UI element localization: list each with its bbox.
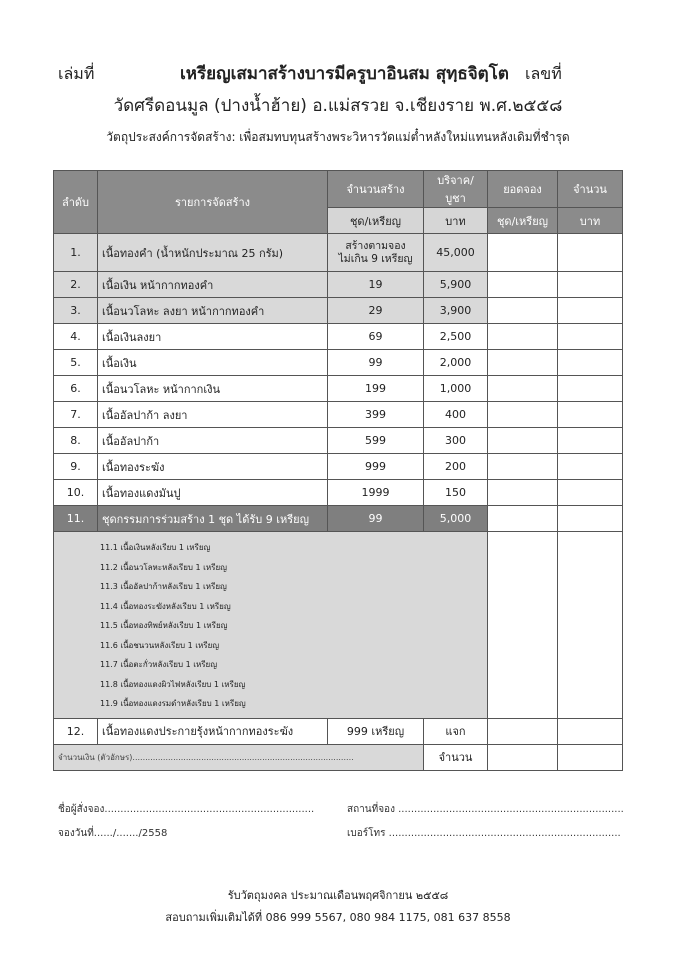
amount-cell[interactable] [558, 272, 623, 298]
row-qty: 29 [328, 298, 424, 324]
row-item: เนื้อทองระฆัง [98, 454, 328, 480]
header-booking-unit: ชุด/เหรียญ [488, 208, 558, 234]
row-qty: 19 [328, 272, 424, 298]
table-row [54, 454, 623, 480]
header-qty: จำนวนสร้าง [328, 171, 424, 208]
subitem: 11.9 เนื้อทองแดงรมดำหลังเรียบ 1 เหรียญ [100, 699, 246, 708]
table-row [54, 376, 623, 402]
row-qty: 999 [328, 454, 424, 480]
booking-cell[interactable] [488, 718, 558, 744]
footer-receive-date: รับวัตถุมงคล ประมาณเดือนพฤศจิกายน ๒๕๕๘ [227, 889, 449, 902]
row-no: 3. [54, 298, 98, 324]
booking-cell[interactable] [488, 298, 558, 324]
booking-cell[interactable] [488, 428, 558, 454]
booking-cell[interactable] [488, 234, 558, 272]
row-item: เนื้อนวโลหะ ลงยา หน้ากากทองคำ [98, 298, 328, 324]
row-qty-line2: ไม่เกิน 9 เหรียญ [338, 252, 413, 265]
row-item: เนื้อทองแดงมันปู [98, 480, 328, 506]
row-price: 2,500 [424, 324, 488, 350]
row-no: 9. [54, 454, 98, 480]
subitem: 11.1 เนื้อเงินหลังเรียบ 1 เหรียญ [100, 543, 211, 552]
row-price: 400 [424, 402, 488, 428]
row-no: 11. [54, 506, 98, 532]
place-field[interactable]: สถานที่จอง ....................................................................... [347, 804, 624, 815]
row-price: 1,000 [424, 376, 488, 402]
row-price: 300 [424, 428, 488, 454]
row-item: เนื้อนวโลหะ หน้ากากเงิน [98, 376, 328, 402]
subitem: 11.7 เนื้อตะกั่วหลังเรียบ 1 เหรียญ [100, 660, 218, 669]
date-field[interactable]: จองวันที่....../......./2558 [58, 828, 168, 839]
table-row [54, 324, 623, 350]
row-no: 8. [54, 428, 98, 454]
table-row [54, 350, 623, 376]
subitem: 11.4 เนื้อทองระฆังหลังเรียบ 1 เหรียญ [100, 601, 231, 611]
booking-cell[interactable] [488, 454, 558, 480]
book-label: เล่มที่ [58, 64, 95, 83]
amount-cell[interactable] [558, 718, 623, 744]
total-booking-cell[interactable] [488, 744, 558, 770]
orderer-field[interactable]: ชื่อผู้สั่งจอง.................................................................. [58, 804, 315, 815]
header-qty-unit: ชุด/เหรียญ [328, 208, 424, 234]
total-text-field[interactable]: จำนวนเงิน (ตัวอักษร)....................................................................................... [54, 744, 424, 770]
amount-cell[interactable] [558, 298, 623, 324]
order-table [53, 170, 623, 771]
row-qty: 99 [328, 506, 424, 532]
header-row-1 [54, 171, 623, 208]
row-qty: 1999 [328, 480, 424, 506]
row-price: 150 [424, 480, 488, 506]
row-item: เนื้อทองคำ (น้ำหนักประมาณ 25 กรัม) [98, 234, 328, 272]
amount-cell[interactable] [558, 402, 623, 428]
row-item: เนื้ออัลปาก้า ลงยา [98, 402, 328, 428]
row-item: เนื้อเงิน หน้ากากทองคำ [98, 272, 328, 298]
table-row [54, 428, 623, 454]
booking-cell [488, 532, 558, 719]
table-row [54, 272, 623, 298]
row-no: 2. [54, 272, 98, 298]
header-item: รายการจัดสร้าง [98, 171, 328, 234]
header-amount-unit: บาท [558, 208, 623, 234]
row-price: แจก [424, 718, 488, 744]
row-no: 1. [54, 234, 98, 272]
booking-cell[interactable] [488, 272, 558, 298]
table-row [54, 718, 623, 744]
row-item: เนื้อเงินลงยา [98, 324, 328, 350]
header-donation-unit: บาท [424, 208, 488, 234]
table-row [54, 298, 623, 324]
row-item: เนื้อทองแดงประกายรุ้งหน้ากากทองระฆัง [98, 718, 328, 744]
row-qty: 199 [328, 376, 424, 402]
table-row [54, 480, 623, 506]
booking-cell[interactable] [488, 506, 558, 532]
booking-cell[interactable] [488, 402, 558, 428]
table-row [54, 234, 623, 272]
amount-cell[interactable] [558, 480, 623, 506]
row-qty: 69 [328, 324, 424, 350]
row-no: 7. [54, 402, 98, 428]
row-price: 3,900 [424, 298, 488, 324]
row-price: 5,000 [424, 506, 488, 532]
row-price: 5,900 [424, 272, 488, 298]
header-no: ลำดับ [54, 171, 98, 234]
amount-cell[interactable] [558, 454, 623, 480]
amount-cell [558, 532, 623, 719]
amount-cell[interactable] [558, 324, 623, 350]
subitem: 11.2 เนื้อนวโลหะหลังเรียบ 1 เหรียญ [100, 562, 227, 572]
amount-cell[interactable] [558, 234, 623, 272]
row-price: 200 [424, 454, 488, 480]
amount-cell[interactable] [558, 376, 623, 402]
phone-field[interactable]: เบอร์โทร ......................................................................... [347, 828, 621, 839]
row-qty: 599 [328, 428, 424, 454]
row-no: 12. [54, 718, 98, 744]
subitem: 11.3 เนื้ออัลปาก้าหลังเรียบ 1 เหรียญ [100, 582, 227, 591]
header-donation: บริจาค/บูชา [424, 171, 488, 208]
amount-cell[interactable] [558, 506, 623, 532]
total-amount-cell[interactable] [558, 744, 623, 770]
subitem: 11.8 เนื้อทองแดงผิวไฟหลังเรียบ 1 เหรียญ [100, 679, 246, 689]
row-no: 6. [54, 376, 98, 402]
booking-cell[interactable] [488, 480, 558, 506]
booking-cell[interactable] [488, 324, 558, 350]
table-row [54, 402, 623, 428]
row-qty: 999 เหรียญ [328, 718, 424, 744]
row-price: 2,000 [424, 350, 488, 376]
row-item: เนื้ออัลปาก้า [98, 428, 328, 454]
booking-cell[interactable] [488, 376, 558, 402]
subitem: 11.6 เนื้อชนวนหลังเรียบ 1 เหรียญ [100, 640, 220, 650]
row-qty [328, 234, 424, 272]
purpose-text: วัตถุประสงค์การจัดสร้าง: เพื่อสมทบทุนสร้างพระวิหารวัดแม่ต๋ำหลังใหม่แทนหลังเดิมที่ชำรุด [106, 130, 570, 144]
header-amount: จำนวน [558, 171, 623, 208]
row-no: 4. [54, 324, 98, 350]
subitem: 11.5 เนื้อทองทิพย์หลังเรียบ 1 เหรียญ [100, 621, 228, 630]
row-item: เนื้อเงิน [98, 350, 328, 376]
amount-cell[interactable] [558, 350, 623, 376]
total-label: จำนวน [424, 744, 488, 770]
row-qty: 99 [328, 350, 424, 376]
row-qty-line1: สร้างตามจอง [345, 239, 406, 252]
page-title: เหรียญเสมาสร้างบารมีครูบาอินสม สุทฺธจิตฺโต [180, 64, 509, 84]
booking-cell[interactable] [488, 350, 558, 376]
row-no: 10. [54, 480, 98, 506]
row-no: 5. [54, 350, 98, 376]
row-qty: 399 [328, 402, 424, 428]
footer-contact: สอบถามเพิ่มเติมได้ที่ 086 999 5567, 080 984 1175, 081 637 8558 [165, 911, 511, 924]
amount-cell[interactable] [558, 428, 623, 454]
committee-subitems [54, 532, 488, 719]
total-row [54, 744, 623, 770]
subitems-row [54, 532, 623, 719]
row-item: ชุดกรรมการร่วมสร้าง 1 ชุด ได้รับ 9 เหรียญ [98, 506, 328, 532]
row-price: 45,000 [424, 234, 488, 272]
header-booking: ยอดจอง [488, 171, 558, 208]
page-subtitle: วัดศรีดอนมูล (ปางน้ำฮ้าย) อ.แม่สรวย จ.เชียงราย พ.ศ.๒๕๕๘ [113, 96, 563, 116]
table-row-committee [54, 506, 623, 532]
number-label: เลขที่ [525, 64, 562, 83]
